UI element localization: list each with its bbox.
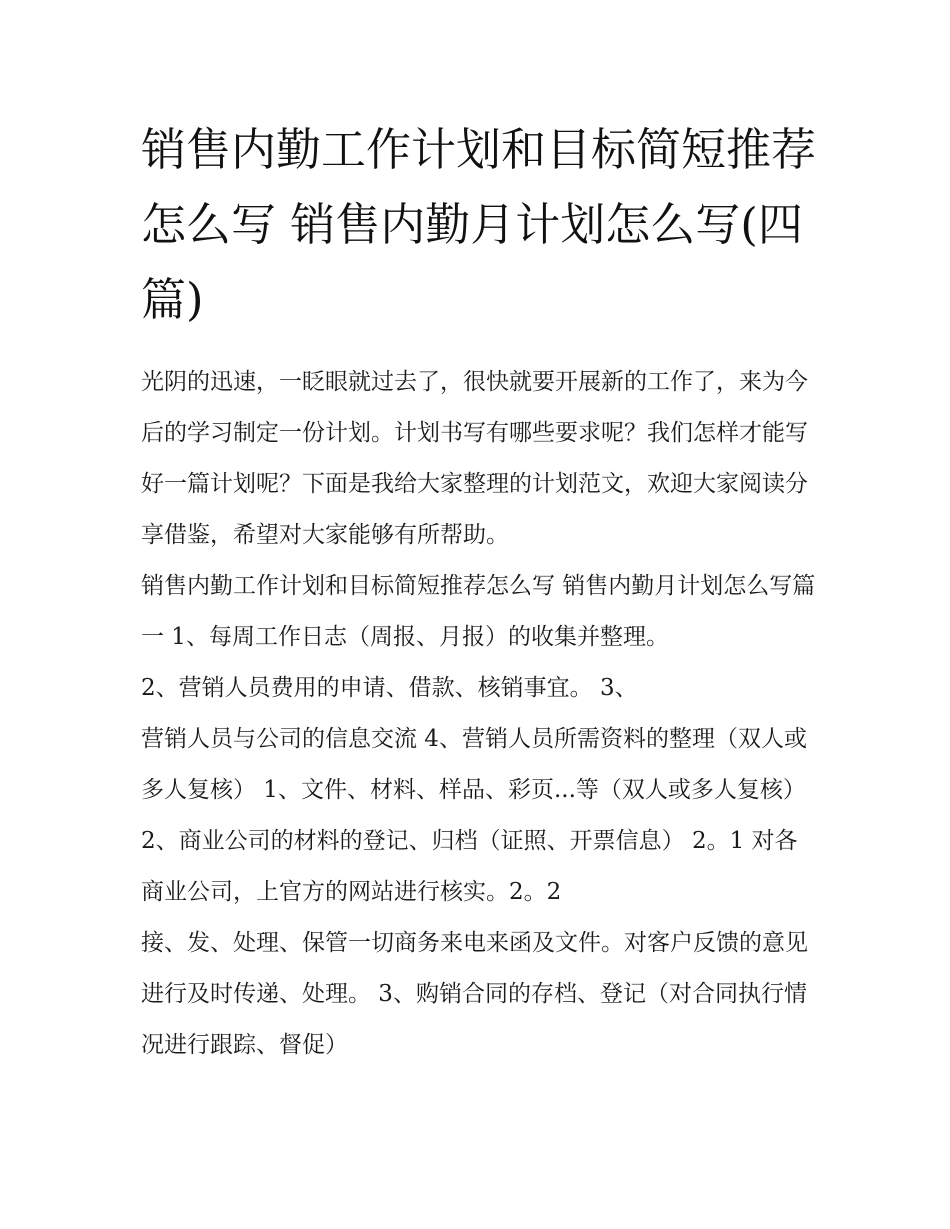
list-item-paragraph: 营销人员与公司的信息交流 4、营销人员所需资料的整理（双人或多人复核） 1、文件、材料、样品、彩页...等（双人或多人复核） — [141, 726, 807, 803]
document-title: 销售内勤工作计划和目标简短推荐怎么写 销售内勤月计划怎么写(四篇) — [141, 123, 817, 326]
list-item-paragraph: 2、商业公司的材料的登记、归档（证照、开票信息） 2。1 对各商业公司，上官方的网站进行核实。2。2 — [141, 828, 798, 905]
intro-paragraph: 光阴的迅速，一眨眼就过去了，很快就要开展新的工作了，来为今后的学习制定一份计划。计划书写有哪些要求呢？我们怎样才能写好一篇计划呢？下面是我给大家整理的计划范文，欢迎大家阅读分享借鉴，希望对大家能够有所帮助。 — [141, 369, 808, 548]
document-page — [141, 112, 816, 1071]
list-item-paragraph: 接、发、处理、保管一切商务来电来函及文件。对客户反馈的意见进行及时传递、处理。 3、购销合同的存档、登记（对合同执行情况进行跟踪、督促） — [141, 930, 808, 1058]
list-item-paragraph: 2、营销人员费用的申请、借款、核销事宜。 3、 — [141, 675, 638, 701]
section-one-paragraph: 销售内勤工作计划和目标简短推荐怎么写 销售内勤月计划怎么写篇一 1、每周工作日志（周报、月报）的收集并整理。 — [141, 573, 816, 650]
